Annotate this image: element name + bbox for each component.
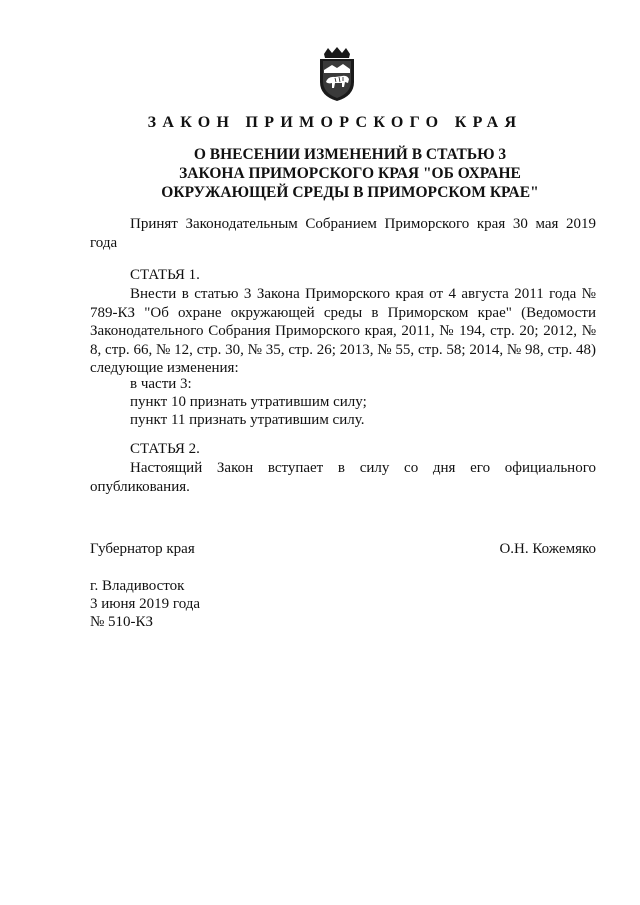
law-subject xyxy=(60,145,640,202)
article-1-text: Внести в статью 3 Закона Приморского края от 4 августа 2011 года № 789-КЗ "Об охране окружающей среды в Приморском крае" (Ведомости Законодательного Собрания Приморского края, 2011, № 194, стр. 20; 2012, № 8, стр. 66, № 12, стр. 30, № 35, стр. 26; 2013, № 55, стр. 58; 2014, № 98, стр. 48) следующие изменения: xyxy=(90,286,596,377)
article-1-item: в части 3: xyxy=(130,376,192,392)
adoption-text: Принят Законодательным Собранием Приморского края 30 мая 2019 года xyxy=(90,216,596,251)
adoption-statement xyxy=(90,215,596,252)
article-2-text: Настоящий Закон вступает в силу со дня его официального опубликования. xyxy=(90,460,596,495)
primorsky-krai-coat-of-arms-icon xyxy=(316,46,358,102)
subject-line: ОКРУЖАЮЩЕЙ СРЕДЫ В ПРИМОРСКОМ КРАЕ" xyxy=(161,184,539,201)
article-2-heading: СТАТЬЯ 2. xyxy=(130,441,200,457)
footer-number: № 510-КЗ xyxy=(90,614,154,630)
article-1-item: пункт 11 признать утратившим силу. xyxy=(130,412,365,428)
article-2-body xyxy=(90,459,596,496)
article-1-item: пункт 10 признать утратившим силу; xyxy=(130,394,367,410)
signatory-position: Губернатор края xyxy=(90,541,195,557)
signatory-name: О.Н. Кожемяко xyxy=(499,541,596,557)
law-title: ЗАКОН ПРИМОРСКОГО КРАЯ xyxy=(147,114,523,131)
article-1-body xyxy=(90,285,596,378)
article-1-heading: СТАТЬЯ 1. xyxy=(130,267,200,283)
subject-line: ЗАКОНА ПРИМОРСКОГО КРАЯ "ОБ ОХРАНЕ xyxy=(179,165,521,182)
subject-line: О ВНЕСЕНИИ ИЗМЕНЕНИЙ В СТАТЬЮ 3 xyxy=(193,146,507,163)
footer-city: г. Владивосток xyxy=(90,578,185,594)
footer-date: 3 июня 2019 года xyxy=(90,596,201,612)
